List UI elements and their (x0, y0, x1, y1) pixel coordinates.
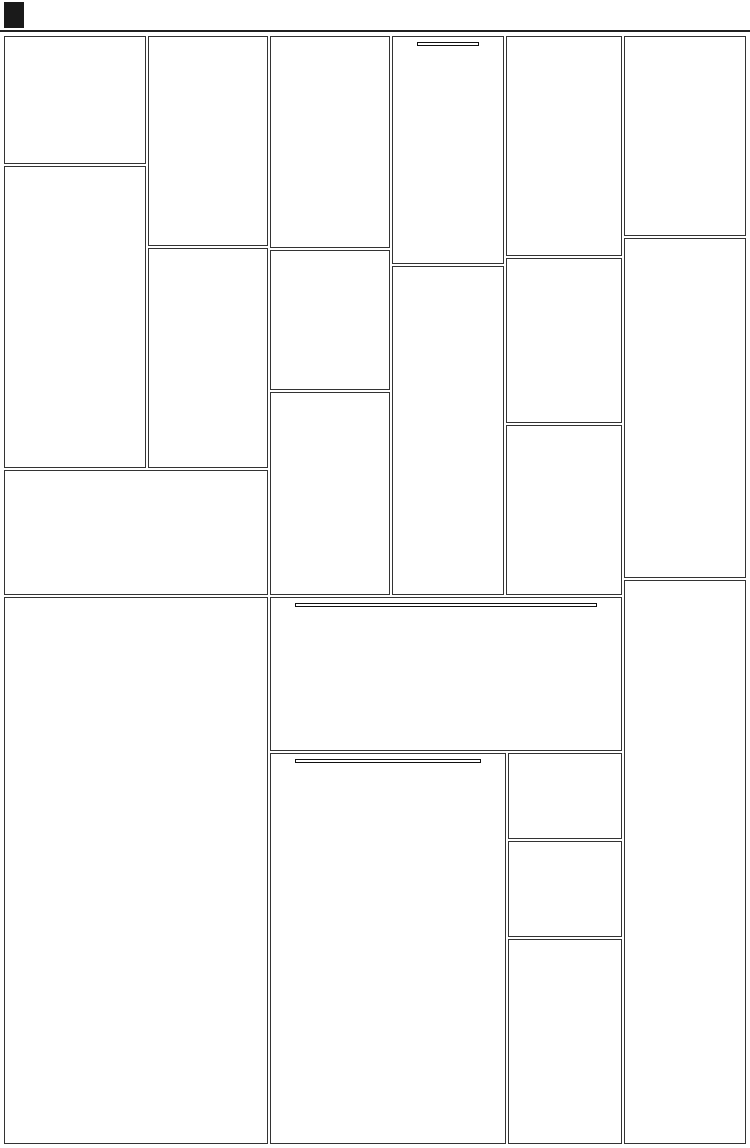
notice-mody-family (392, 266, 504, 595)
page-number (4, 2, 24, 28)
notice-avinash-parab (4, 36, 146, 164)
notice-shop-sale-fernandes (270, 597, 622, 751)
notice-prashant-shelar (508, 753, 622, 839)
notice-nikhil-dighe (270, 36, 390, 248)
notice-laxman-shintre (624, 238, 746, 578)
notice-tarunkumar-roy (4, 597, 268, 1144)
notice-kharghar-flat (270, 250, 390, 390)
notice-patil-land (148, 36, 268, 246)
notice-heading (295, 759, 481, 763)
notice-heading (417, 42, 479, 46)
notice-jayprakash-yadav (506, 425, 622, 595)
notice-loss-share-certificate (392, 36, 504, 264)
notice-vaijayanti-sawant (624, 580, 746, 1144)
notice-suhas-navgane (506, 36, 622, 256)
masthead (0, 0, 750, 32)
notice-reliance-infratel (270, 753, 506, 1144)
notice-amit-panchal (148, 248, 268, 468)
notice-sachin-more (270, 392, 390, 595)
notice-manoj-lodhiya (508, 841, 622, 937)
notice-fazal-sayed (506, 258, 622, 423)
notice-sunita-chavan (508, 939, 622, 1144)
notice-tejas-rajani (4, 470, 268, 595)
notice-sudhakar-patil (4, 166, 146, 468)
notice-heading (295, 603, 597, 607)
notice-bajare-family (624, 36, 746, 236)
